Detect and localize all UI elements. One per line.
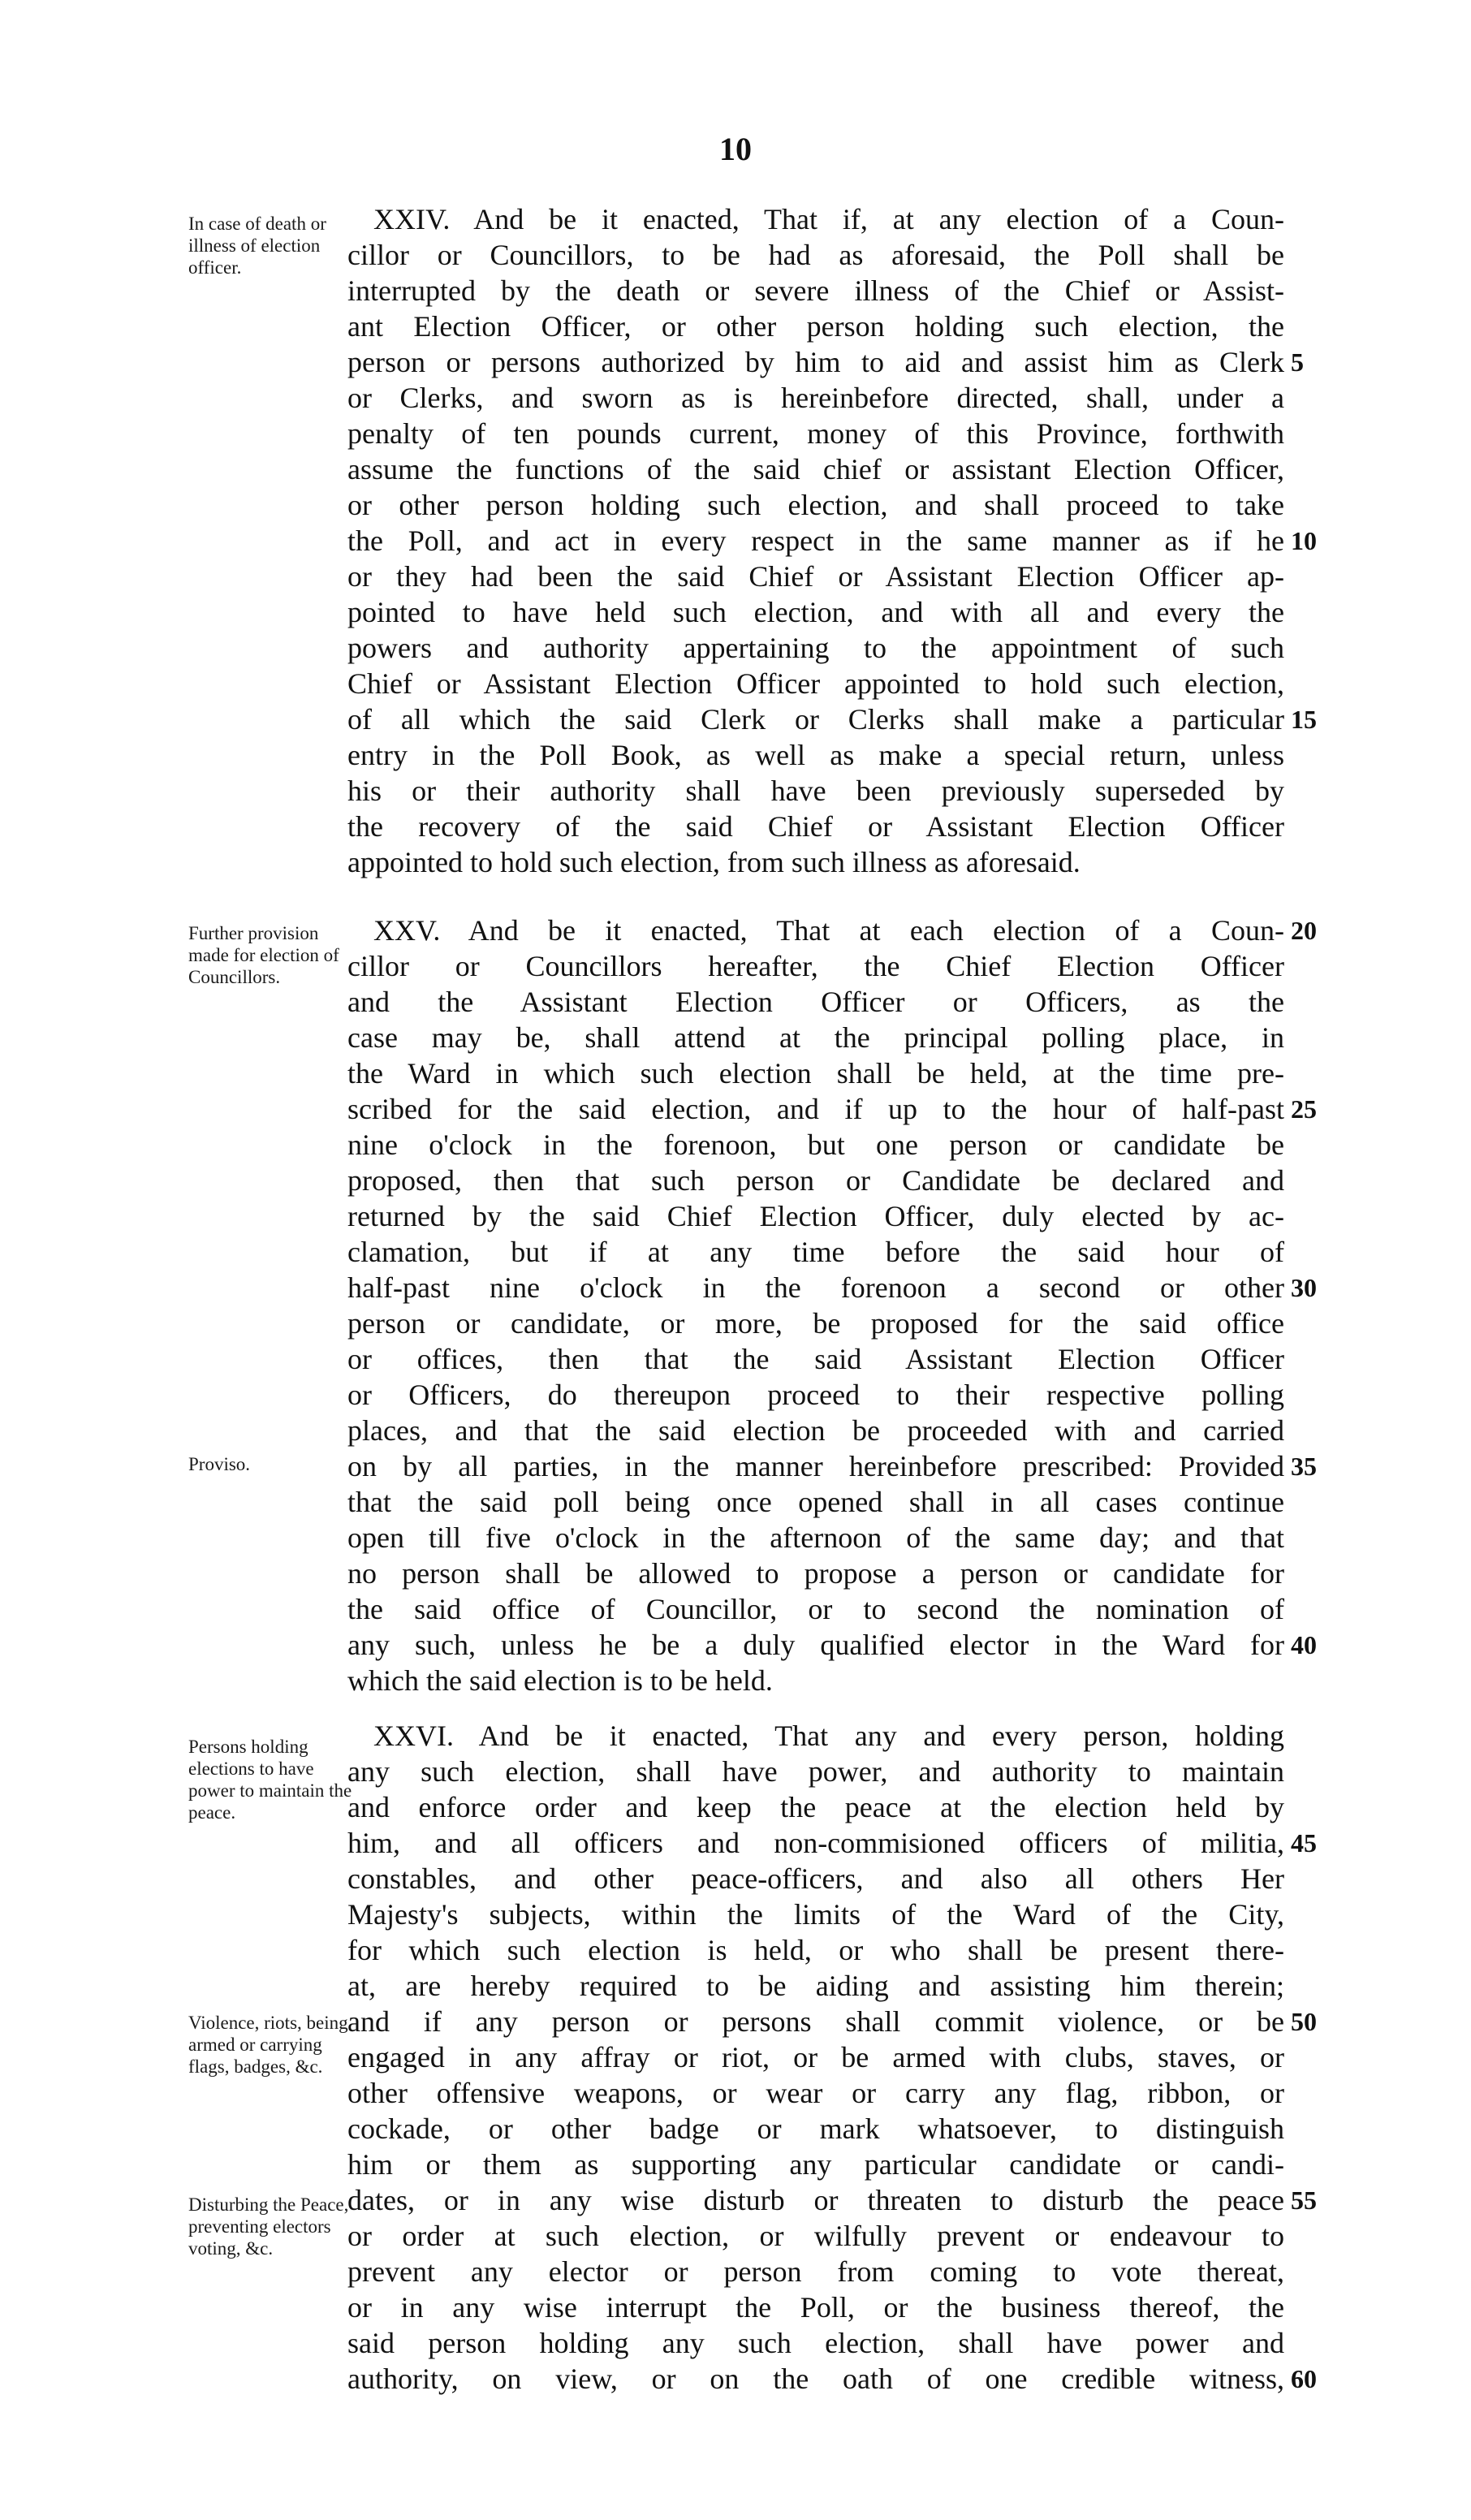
body-line: XXVI. And be it enacted, That any and every person, holding [373,1720,1284,1752]
body-line: or Officers, do thereupon proceed to their respective polling [347,1379,1284,1411]
margin-note-persons-holding-elections: Persons holding elections to have power to maintain the peace. [188,1737,352,1823]
body-line: nine o'clock in the forenoon, but one person or candidate be [347,1128,1284,1161]
margin-note-violence-riots: Violence, riots, being armed or carrying flags, badges, &c. [188,2013,348,2077]
body-line: engaged in any affray or riot, or be armed with clubs, staves, or [347,2041,1284,2073]
body-line: the Poll, and act in every respect in the same manner as if he [347,524,1284,557]
body-line: authority, on view, or on the oath of one credible witness, [347,2362,1284,2395]
body-line: his or their authority shall have been previously superseded by [347,775,1284,807]
line-number: 30 [1291,1273,1317,1302]
body-line: the recovery of the said Chief or Assistant Election Officer [347,810,1284,843]
body-line: which the said election is to be held. [347,1664,773,1697]
body-line: at, are hereby required to be aiding and assisting him therein; [347,1970,1284,2002]
body-line: or other person holding such election, and shall proceed to take [347,489,1284,521]
body-line: entry in the Poll Book, as well as make a special return, unless [347,739,1284,771]
body-line: returned by the said Chief Election Officer, duly elected by ac- [347,1200,1284,1232]
body-line: prevent any elector or person from coming to vote thereat, [347,2255,1284,2288]
body-line: proposed, then that such person or Candidate be declared and [347,1164,1284,1197]
body-line: other offensive weapons, or wear or carry any flag, ribbon, or [347,2077,1284,2109]
line-number: 5 [1291,347,1304,377]
line-number: 45 [1291,1828,1317,1858]
body-line: for which such election is held, or who shall be present there- [347,1934,1284,1966]
line-number: 10 [1291,526,1317,555]
body-line: or offices, then that the said Assistant Election Officer [347,1343,1284,1375]
body-line: ant Election Officer, or other person holding such election, the [347,310,1284,343]
body-line: the Ward in which such election shall be held, at the time pre- [347,1057,1284,1090]
body-line: dates, or in any wise disturb or threaten to disturb the peace [347,2184,1284,2216]
body-line: cillor or Councillors, to be had as aforesaid, the Poll shall be [347,239,1284,271]
body-line: XXV. And be it enacted, That at each election of a Coun- [373,914,1284,947]
line-number: 15 [1291,705,1317,734]
body-line: and enforce order and keep the peace at the election held by [347,1791,1284,1823]
line-number: 35 [1291,1452,1317,1481]
body-line: cillor or Councillors hereafter, the Chief Election Officer [347,950,1284,982]
body-line: him, and all officers and non-commisioned officers of militia, [347,1827,1284,1859]
body-line: penalty of ten pounds current, money of this Province, forthwith [347,417,1284,450]
body-line: interrupted by the death or severe illness of the Chief or Assist- [347,274,1284,307]
body-line: that the said poll being once opened shall in all cases continue [347,1486,1284,1518]
body-line: or order at such election, or wilfully prevent or endeavour to [347,2220,1284,2252]
margin-note-death-or-illness: In case of death or illness of election officer. [188,214,326,278]
margin-note-disturbing-the-peace: Disturbing the Peace, preventing electors voting, &c. [188,2194,349,2259]
body-line: case may be, shall attend at the principal polling place, in [347,1021,1284,1054]
body-line: assume the functions of the said chief or assistant Election Officer, [347,453,1284,485]
body-line: scribed for the said election, and if up to the hour of half-past [347,1093,1284,1125]
line-number: 20 [1291,916,1317,945]
body-line: no person shall be allowed to propose a person or candidate for [347,1557,1284,1590]
body-line: XXIV. And be it enacted, That if, at any election of a Coun- [373,203,1284,235]
body-line: places, and that the said election be proceeded with and carried [347,1414,1284,1447]
page-number: 10 [719,131,752,167]
body-line: appointed to hold such election, from such illness as aforesaid. [347,846,1081,878]
body-line: any such election, shall have power, and authority to maintain [347,1755,1284,1788]
body-line: any such, unless he be a duly qualified elector in the Ward for [347,1629,1284,1661]
body-line: on by all parties, in the manner hereinbefore prescribed: Provided [347,1450,1284,1482]
body-line: half-past nine o'clock in the forenoon a second or other [347,1271,1284,1304]
body-line: open till five o'clock in the afternoon of the same day; and that [347,1521,1284,1554]
body-line: the said office of Councillor, or to second the nomination of [347,1593,1284,1625]
line-number: 25 [1291,1094,1317,1124]
body-line: him or them as supporting any particular candidate or candi- [347,2148,1284,2181]
body-line: Chief or Assistant Election Officer appointed to hold such election, [347,667,1284,700]
body-line: Majesty's subjects, within the limits of the Ward of the City, [347,1898,1284,1931]
line-number: 55 [1291,2186,1317,2215]
margin-note-further-provision: Further provision made for election of Councillors. [188,923,339,987]
body-line: or they had been the said Chief or Assistant Election Officer ap- [347,560,1284,593]
body-line: person or candidate, or more, be proposed for the said office [347,1307,1284,1340]
line-number: 60 [1291,2364,1317,2393]
body-line: and the Assistant Election Officer or Officers, as the [347,986,1284,1018]
line-number: 40 [1291,1630,1317,1659]
body-line: person or persons authorized by him to aid and assist him as Clerk [347,346,1284,378]
body-line: or in any wise interrupt the Poll, or the business thereof, the [347,2291,1284,2324]
body-line: powers and authority appertaining to the appointment of such [347,632,1284,664]
body-line: clamation, but if at any time before the said hour of [347,1236,1284,1268]
body-line: said person holding any such election, shall have power and [347,2327,1284,2359]
body-line: pointed to have held such election, and with all and every the [347,596,1284,628]
line-number: 50 [1291,2007,1317,2036]
body-line: or Clerks, and sworn as is hereinbefore directed, shall, under a [347,382,1284,414]
body-line: constables, and other peace-officers, and also all others Her [347,1862,1284,1895]
body-line: cockade, or other badge or mark whatsoever, to distinguish [347,2112,1284,2145]
body-line: of all which the said Clerk or Clerks shall make a particular [347,703,1284,736]
margin-note-proviso: Proviso. [188,1454,251,1474]
body-line: and if any person or persons shall commit violence, or be [347,2005,1284,2038]
